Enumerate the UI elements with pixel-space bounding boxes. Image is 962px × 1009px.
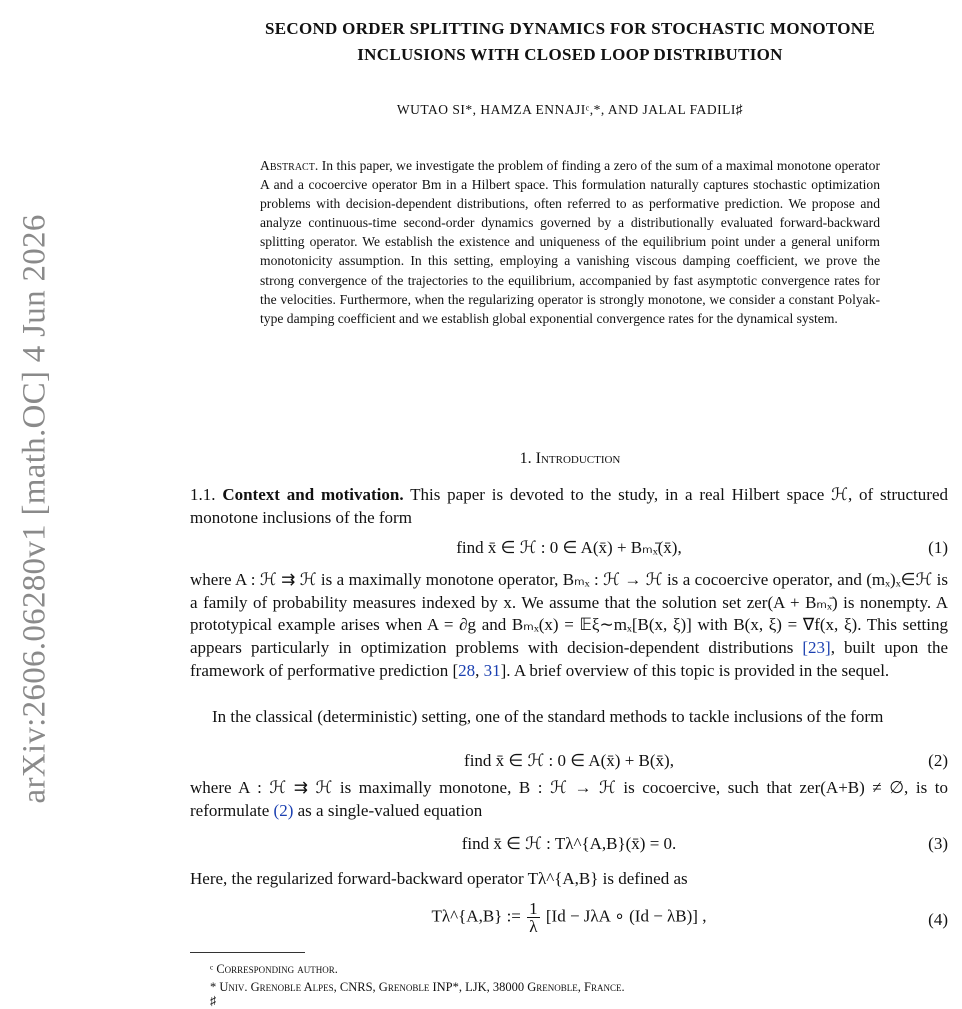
section-heading-text: 1. Introduction: [519, 450, 621, 467]
equation-3-number: (3): [928, 834, 948, 853]
abstract-text: In this paper, we investigate the problem of finding a zero of the sum of a maximal monotone operator A and a cocoercive operator Bm in a Hilbert space. This formulation naturally captures stochastic optimization problems with decision-dependent distributions, often referred to as performative prediction. We propose and analyze continuous-time second-order dynamics governed by a distributionally evaluated forward-backward splitting operator. We establish the existence and uniqueness of the equilibrium point under a general uniform monotonicity assumption. In this setting, employing a vanishing viscous damping coefficient, we prove the strong convergence of the trajectories to the equilibrium, accompanied by fast asymptotic convergence rates for the velocities. Furthermore, when the regularizing operator is strongly monotone, we consider a constant Polyak-type damping coefficient and we establish global exponential convergence rates for the dynamical system.: [260, 158, 881, 326]
intro-paragraph-3: In the classical (deterministic) setting, one of the standard methods to tackle inclusions of the form: [212, 707, 884, 726]
author-list: WUTAO SI*, HAMZA ENNAJIᶜ,*, AND JALAL FADILI♯: [396, 102, 744, 117]
equation-2-number: (2): [928, 751, 948, 770]
footnote-sharp: ♯: [210, 994, 217, 1008]
intro-paragraph-2: [190, 569, 948, 683]
title-line-1: SECOND ORDER SPLITTING DYNAMICS FOR STOCHASTIC MONOTONE: [264, 19, 876, 38]
equation-4-lhs: Tλ^{A,B} :=: [431, 906, 521, 926]
footnote-affiliation: * Univ. Grenoble Alpes, CNRS, Grenoble INP*, LJK, 38000 Grenoble, France.: [210, 980, 625, 994]
paragraph-text-a: where A : ℋ ⇉ ℋ is maximally monotone, B : ℋ → ℋ is cocoercive, such that zer(A+B) ≠ ∅, is to reformulate: [190, 778, 948, 820]
equation-4-fraction: [527, 900, 540, 935]
equation-4: [190, 900, 948, 940]
paragraph-text-b: as a single-valued equation: [293, 800, 483, 820]
equation-1-number: (1): [928, 538, 948, 557]
equation-4-expression: [190, 900, 948, 935]
paragraph-text-c: ]. A brief overview of this topic is provided in the sequel.: [500, 660, 890, 680]
title-line-2: INCLUSIONS WITH CLOSED LOOP DISTRIBUTION: [357, 45, 783, 64]
subsection-title: Context and motivation.: [222, 485, 404, 504]
footnote-rule: [190, 952, 305, 953]
intro-paragraph-1: [190, 484, 948, 529]
intro-paragraph-5: Here, the regularized forward-backward operator Tλ^{A,B} is defined as: [190, 869, 688, 888]
paper-title: [190, 16, 950, 68]
abstract: [260, 156, 880, 328]
arxiv-identifier: arXiv:2606.06280v1 [math.OC] 4 Jun 2026: [16, 214, 53, 804]
paragraph-text-a: where A : ℋ ⇉ ℋ is a maximally monotone operator, Bₘₓ : ℋ → ℋ is a cocoercive operator, and (mₓ)ₓ∈ℋ is a family of probability measures indexed by x. We assume that the solution set zer(A + Bₘₓ̄) is nonempty. A prototypical example arises when A = ∂g and Bₘₓ(x) = 𝔼ξ∼mₓ[B(x, ξ)] with B(x, ξ) = ∇f(x, ξ). This setting appears particularly in optimization problems with decision-dependent distributions: [190, 570, 948, 658]
equation-4-number: (4): [928, 910, 948, 929]
equation-1-expression: find x̄ ∈ ℋ : 0 ∈ A(x̄) + Bₘₓ̄(x̄),: [456, 538, 682, 557]
section-heading: [190, 450, 950, 468]
equation-4-rhs: [Id − JλA ∘ (Id − λB)] ,: [545, 906, 707, 926]
citation-23[interactable]: [23]: [802, 638, 831, 658]
citation-28[interactable]: 28: [458, 660, 476, 680]
subsection-number: 1.1.: [190, 485, 216, 504]
equation-2-expression: find x̄ ∈ ℋ : 0 ∈ A(x̄) + B(x̄),: [464, 751, 674, 770]
paragraph-text-b: , built upon the framework of performative prediction [: [190, 638, 948, 680]
intro-paragraph-4: [190, 777, 948, 822]
fraction-numerator: 1: [529, 899, 538, 918]
abstract-label: Abstract.: [260, 158, 319, 173]
paragraph-text: This paper is devoted to the study, in a real Hilbert space ℋ, of structured monotone inclusions of the form: [190, 485, 948, 527]
citation-31[interactable]: 31: [483, 660, 501, 680]
equation-3-expression: find x̄ ∈ ℋ : Tλ^{A,B}(x̄) = 0.: [461, 834, 677, 853]
arxiv-sidebar: [0, 0, 70, 1000]
fraction-denominator: λ: [529, 917, 538, 936]
citation-separator: ,: [475, 660, 484, 680]
footnote-corresponding-author: ᶜ Corresponding author.: [210, 962, 338, 976]
equation-2-reference[interactable]: (2): [273, 800, 294, 820]
